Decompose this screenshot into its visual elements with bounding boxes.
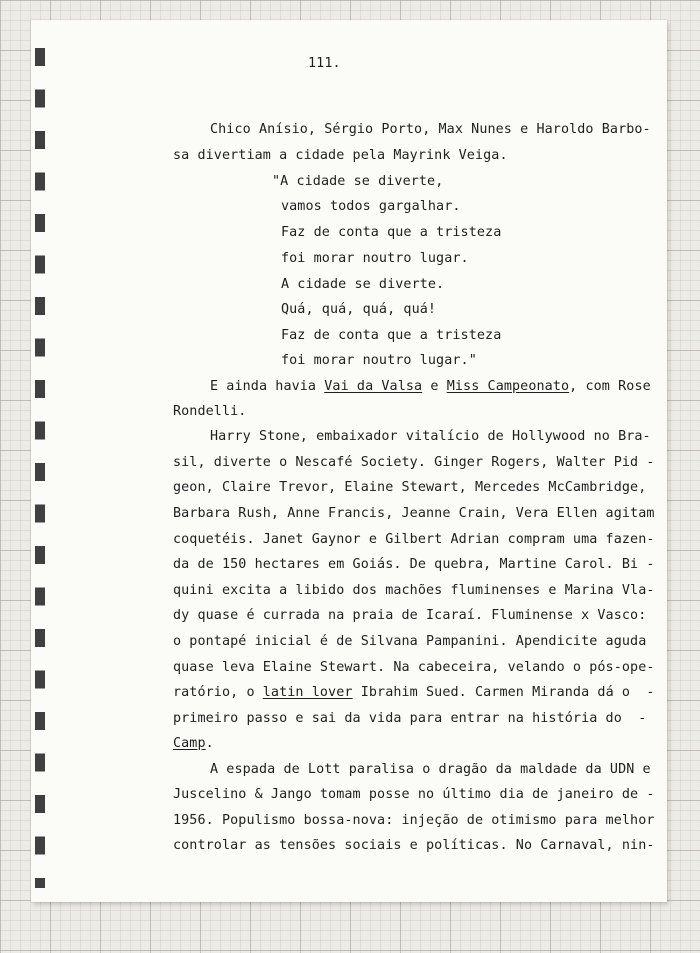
- verse-line: Faz de conta que a tristeza: [280, 328, 502, 343]
- verse-line: "A cidade se diverte,: [271, 174, 444, 189]
- verse-line: vamos todos gargalhar.: [280, 199, 461, 214]
- text-line: Juscelino & Jango tomam posse no último dia de janeiro de -: [172, 787, 655, 802]
- text-line: geon, Claire Trevor, Elaine Stewart, Mercedes McCambridge,: [172, 480, 647, 495]
- text-line: E ainda havia Vai da Valsa e Miss Campeonato, com Rose: [209, 379, 651, 394]
- verse-line: A cidade se diverte.: [280, 277, 445, 292]
- verse-line: Faz de conta que a tristeza: [280, 225, 502, 240]
- text-line: quase leva Elaine Stewart. Na cabeceira, velando o pós-ope-: [172, 660, 655, 675]
- page-number: 111.: [308, 56, 341, 71]
- text-line: quini excita a libido dos machões fluminenses e Marina Vla-: [172, 583, 655, 598]
- text-line: A espada de Lott paralisa o dragão da maldade da UDN e: [209, 762, 651, 777]
- text-line: primeiro passo e sai da vida para entrar na história do -: [172, 711, 647, 726]
- text-line: sil, diverte o Nescafé Society. Ginger Rogers, Walter Pid -: [172, 455, 655, 470]
- phrase-underlined: latin lover: [262, 685, 353, 700]
- typewritten-page: [31, 20, 667, 902]
- text-line: Camp.: [172, 736, 214, 751]
- text-line: Rondelli.: [172, 404, 247, 419]
- verse-line: foi morar noutro lugar.: [280, 251, 469, 266]
- text-line: da de 150 hectares em Goiás. De quebra, Martine Carol. Bi -: [172, 557, 655, 572]
- text-line: dy quase é currada na praia de Icaraí. Fluminense x Vasco:: [172, 608, 647, 623]
- text-line: 1956. Populismo bossa-nova: injeção de otimismo para melhor: [172, 813, 655, 828]
- text-line: ratório, o latin lover Ibrahim Sued. Carmen Miranda dá o -: [172, 685, 655, 700]
- text-line: coquetéis. Janet Gaynor e Gilbert Adrian compram uma fazen-: [172, 532, 655, 547]
- text-line: sa divertiam a cidade pela Mayrink Veiga.: [172, 148, 508, 163]
- page-text: [31, 20, 667, 902]
- text-line: controlar as tensões sociais e políticas. No Carnaval, nin-: [172, 838, 655, 853]
- text-line: Chico Anísio, Sérgio Porto, Max Nunes e Haroldo Barbo-: [209, 122, 651, 137]
- work-title-underlined: Vai da Valsa: [324, 379, 423, 394]
- word-underlined: Camp: [172, 736, 206, 751]
- work-title-underlined: Miss Campeonato: [446, 379, 570, 394]
- text-line: Harry Stone, embaixador vitalício de Hollywood no Bra-: [209, 429, 651, 444]
- text-line: Barbara Rush, Anne Francis, Jeanne Crain, Vera Ellen agitam: [172, 506, 655, 521]
- verse-line: Quá, quá, quá, quá!: [280, 302, 437, 317]
- verse-line: foi morar noutro lugar.": [280, 353, 477, 368]
- text-line: o pontapé inicial é de Silvana Pampanini. Apendicite aguda: [172, 634, 647, 649]
